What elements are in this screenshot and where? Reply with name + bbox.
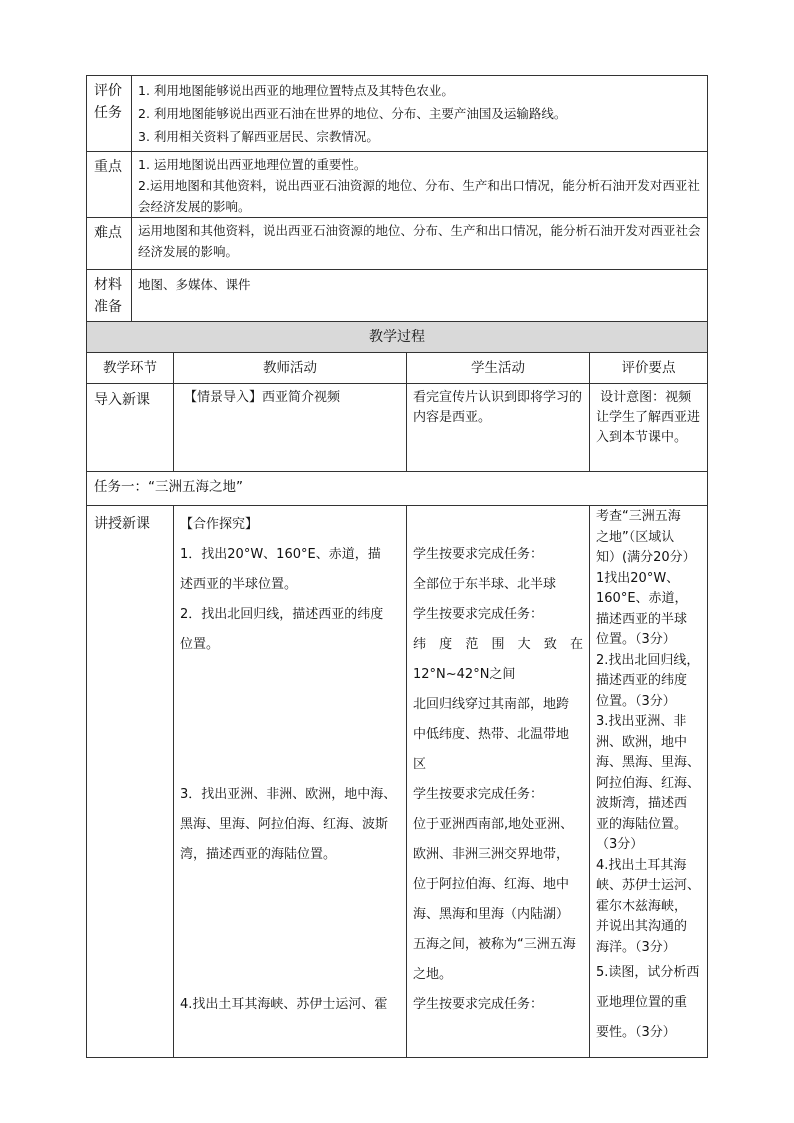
key-points-list xyxy=(132,152,707,217)
eval-line: 3.找出亚洲、非 xyxy=(596,714,687,729)
intro-student-cell xyxy=(407,384,590,472)
student-line: 全部位于东半球、北半球 xyxy=(413,577,557,592)
header-stage: 教学环节 xyxy=(87,353,174,384)
difficulty-content-cell xyxy=(132,218,708,270)
eval-task-item: 1. 利用地图能够说出西亚的地理位置特点及其特色农业。 xyxy=(138,83,454,98)
teacher-line xyxy=(180,870,400,900)
eval-tasks-label-cell xyxy=(87,76,132,152)
eval-line: 1找出20°W、 xyxy=(596,570,680,586)
eval-tasks-row xyxy=(87,76,708,152)
key-points-row xyxy=(87,152,708,218)
eval-line: 知）(满分20分） xyxy=(596,550,696,565)
lecture-student-list xyxy=(407,506,589,1020)
lecture-stage-cell xyxy=(87,506,174,1058)
lecture-eval-list xyxy=(590,506,707,1048)
key-points-content-cell xyxy=(132,152,708,218)
key-point-item: 1. 运用地图说出西亚地理位置的重要性。 xyxy=(138,157,367,172)
student-line: 学生按要求完成任务： xyxy=(413,787,544,802)
student-line: 纬度范围大致在 xyxy=(413,637,583,652)
student-line: 区 xyxy=(413,757,427,772)
difficulty-label-cell xyxy=(87,218,132,270)
teacher-line: 【合作探究】 xyxy=(180,517,259,532)
eval-line: 海、黑海、里海、 xyxy=(596,755,701,770)
eval-line: 之地”（区域认 xyxy=(596,529,675,545)
task1-title-cell xyxy=(87,472,708,506)
lecture-eval-cell xyxy=(590,506,708,1058)
eval-line: 要性。（3分） xyxy=(596,1025,676,1040)
lesson-plan-page xyxy=(86,75,707,1058)
teacher-line xyxy=(180,960,400,990)
teacher-line: 黑海、里海、阿拉伯海、红海、波斯 xyxy=(180,817,389,832)
eval-line: 海洋。（3分） xyxy=(596,939,676,955)
student-line: 北回归线穿过其南部，地跨 xyxy=(413,697,570,712)
teacher-line: 湾，描述西亚的海陆位置。 xyxy=(180,847,337,862)
teacher-line xyxy=(180,660,400,690)
eval-line: 并说出其沟通的 xyxy=(596,919,688,934)
intro-teacher-cell xyxy=(174,384,407,472)
student-line: 学生按要求完成任务： xyxy=(413,547,544,562)
intro-stage: 导入新课 xyxy=(94,392,150,408)
eval-line: 位置。（3分） xyxy=(596,693,676,709)
eval-task-item: 3. 利用相关资料了解西亚居民、宗教情况。 xyxy=(138,129,379,144)
header-eval: 评价要点 xyxy=(590,353,708,384)
eval-line: 4.找出土耳其海 xyxy=(596,857,687,873)
teacher-line xyxy=(180,900,400,930)
student-line: 位于亚洲西南部,地处亚洲、 xyxy=(413,817,574,832)
process-table xyxy=(86,321,708,1058)
intro-eval-text: 设计意图：视频让学生了解西亚进入到本节课中。 xyxy=(596,390,701,445)
eval-tasks-label: 评价任务 xyxy=(94,83,122,121)
info-table xyxy=(86,75,708,322)
student-line: 12°N~42°N之间 xyxy=(413,667,516,682)
difficulty-label: 难点 xyxy=(94,225,122,241)
eval-line: 峡、苏伊士运河、 xyxy=(596,878,701,893)
eval-line: 5.读图，试分析西 xyxy=(596,965,700,980)
header-student: 学生活动 xyxy=(407,353,590,384)
key-point-item: 2.运用地图和其他资料，说出西亚石油资源的地位、分布、生产和出口情况，能分析石油开发对西亚社会经济发展的影响。 xyxy=(138,178,700,214)
student-line xyxy=(413,510,583,540)
teacher-line xyxy=(180,690,400,720)
student-line: 海、黑海和里海（内陆湖） xyxy=(413,907,570,922)
intro-student-text: 看完宣传片认识到即将学习的内容是西亚。 xyxy=(413,390,583,425)
lecture-teacher-cell xyxy=(174,506,407,1058)
difficulty-text: 运用地图和其他资料，说出西亚石油资源的地位、分布、生产和出口情况，能分析石油开发对西亚社会经济发展的影响。 xyxy=(138,223,701,259)
key-points-label: 重点 xyxy=(94,159,122,175)
eval-line: 亚地理位置的重 xyxy=(596,995,688,1010)
student-line: 五海之间，被称为“三洲五海 xyxy=(413,937,576,952)
eval-line: 亚的海陆位置。 xyxy=(596,816,688,832)
student-line: 欧洲、非洲三洲交界地带， xyxy=(413,847,570,862)
lecture-teacher-list xyxy=(174,506,406,1020)
eval-line: 描述西亚的半球 xyxy=(596,611,688,627)
lecture-student-cell xyxy=(407,506,590,1058)
eval-line: 波斯湾，描述西 xyxy=(596,796,688,811)
student-line: 学生按要求完成任务： xyxy=(413,997,544,1012)
teacher-line: 位置。 xyxy=(180,637,220,652)
teacher-line xyxy=(180,930,400,960)
materials-label: 材料准备 xyxy=(94,277,122,315)
student-line: 学生按要求完成任务： xyxy=(413,607,544,622)
teacher-line: 述西亚的半球位置。 xyxy=(180,577,298,592)
lecture-row xyxy=(87,506,708,1058)
materials-row xyxy=(87,270,708,322)
materials-label-cell xyxy=(87,270,132,322)
task1-title: 任务一：“三洲五海之地” xyxy=(94,479,243,495)
intro-row xyxy=(87,384,708,472)
process-title: 教学过程 xyxy=(87,322,708,353)
lecture-stage: 讲授新课 xyxy=(94,516,150,532)
header-teacher: 教师活动 xyxy=(174,353,407,384)
eval-line: 位置。（3分） xyxy=(596,632,676,647)
eval-line: 洲、欧洲，地中 xyxy=(596,734,688,750)
eval-task-item: 2. 利用地图能够说出西亚石油在世界的地位、分布、主要产油国及运输路线。 xyxy=(138,106,567,121)
eval-tasks-content-cell xyxy=(132,76,708,152)
student-line: 位于阿拉伯海、红海、地中 xyxy=(413,877,570,892)
intro-eval-cell xyxy=(590,384,708,472)
eval-line: 霍尔木兹海峡， xyxy=(596,898,688,914)
intro-teacher-text: 【情景导入】西亚简介视频 xyxy=(184,390,341,405)
teacher-line: 4.找出土耳其海峡、苏伊士运河、霍 xyxy=(180,997,388,1012)
teacher-line: 1．找出20°W、160°E、赤道，描 xyxy=(180,547,381,562)
teacher-line xyxy=(180,750,400,780)
student-line: 之地。 xyxy=(413,967,453,982)
eval-line: 160°E、赤道， xyxy=(596,591,688,606)
intro-stage-cell xyxy=(87,384,174,472)
eval-line: 考查“三洲五海 xyxy=(596,509,681,524)
eval-tasks-list xyxy=(132,76,707,148)
task1-title-row xyxy=(87,472,708,506)
difficulty-row xyxy=(87,218,708,270)
process-header-row xyxy=(87,353,708,384)
teacher-line: 3．找出亚洲、非洲、欧洲，地中海、 xyxy=(180,787,397,802)
materials-text: 地图、多媒体、课件 xyxy=(138,277,251,292)
eval-line: 2.找出北回归线， xyxy=(596,652,700,668)
student-line: 中低纬度、热带、北温带地 xyxy=(413,727,570,742)
process-title-row xyxy=(87,322,708,353)
key-points-label-cell xyxy=(87,152,132,218)
eval-line: 阿拉伯海、红海、 xyxy=(596,775,701,791)
teacher-line xyxy=(180,720,400,750)
teacher-line: 2．找出北回归线，描述西亚的纬度 xyxy=(180,607,384,622)
eval-line: （3分） xyxy=(596,837,644,852)
materials-content-cell xyxy=(132,270,708,322)
eval-line: 描述西亚的纬度 xyxy=(596,673,688,688)
